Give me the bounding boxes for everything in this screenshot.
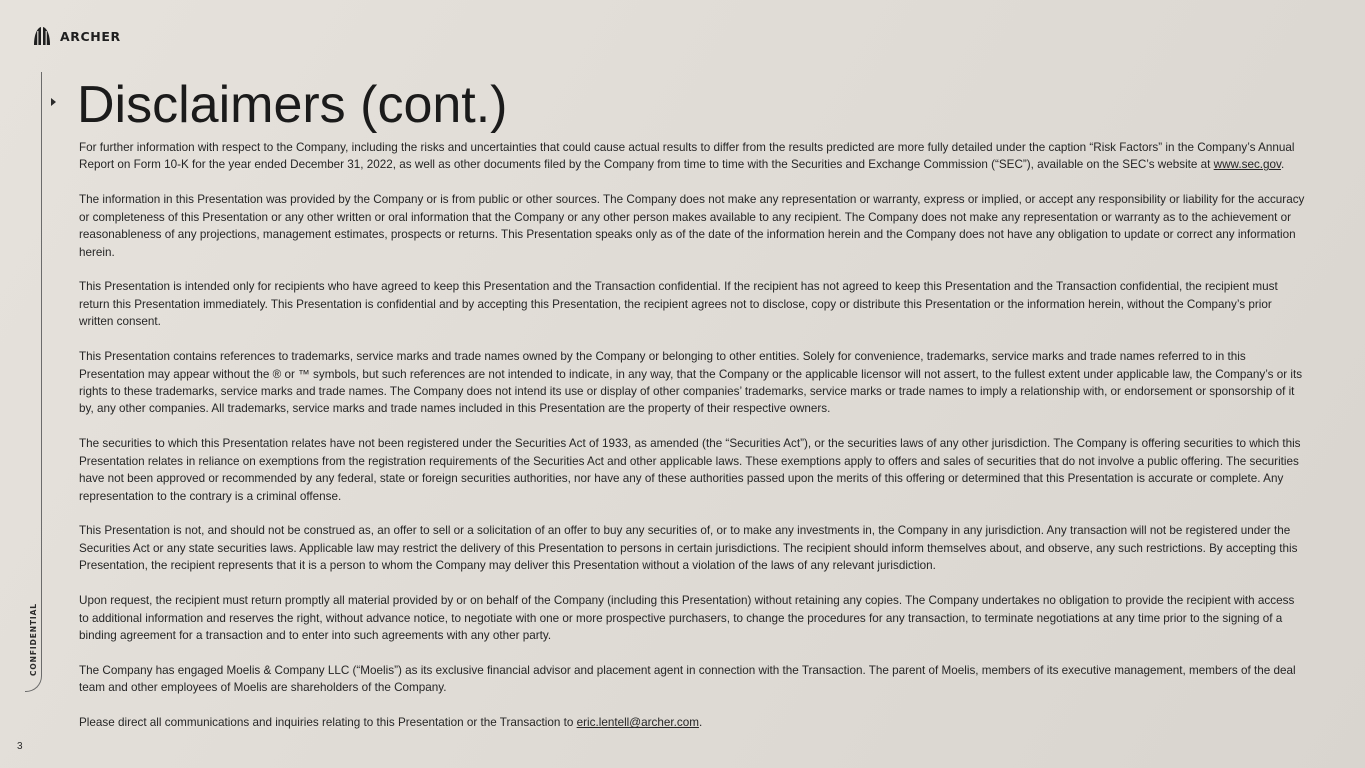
paragraph-text-end: . [698, 716, 703, 730]
disclaimer-paragraph-return-material: Upon request, the recipient must return promptly all material provided by or on behalf of the Company (including this Presentation) without retaining any copies. The Company undertakes no obligation to provide the recipient with access to additional information and reserves the right, without advance notice, to negotiate with one or more prospective purchasers, to change the procedures for any transaction, to terminate negotiations at any time prior to the signing of a binding agreement for a transaction and to enter into such agreements with any other party. [79, 594, 1295, 642]
archer-logo [32, 26, 121, 46]
archer-wing-icon [32, 26, 52, 46]
paragraph-text-end: . [1281, 158, 1285, 172]
contact-email-link[interactable]: eric.lentell@archer.com [576, 716, 699, 730]
sidebar-divider [41, 72, 42, 676]
disclaimer-paragraph-contact [79, 714, 1305, 731]
disclaimer-paragraph-securities: The securities to which this Presentation relates have not been registered under the Securities Act of 1933, as amended (the “Securities Act”), or the securities laws of any other jurisdiction. The Company is offering securities to which this Presentation relates in reliance on exemptions from the registration requirements of the Securities Act and other applicable laws. These exemptions apply to offers and sales of securities that do not involve a public offering. The securities have not been approved or recommended by any federal, state or foreign securities authorities, nor have any of these authorities passed upon the merits of this offering or determined that this Presentation is accurate or complete. Any representation to the contrary is a criminal offense. [79, 437, 1301, 503]
paragraph-text: For further information with respect to the Company, including the risks and uncertainties that could cause actual results to differ from the results predicted are more fully detailed under the caption “Risk Factors” in the Company’s Annual Report on Form 10-K for the year ended December 31, 2022, as well as other documents filed by the Company from time to time with the Securities and Exchange Commission (“SEC”), available on the SEC’s website at [79, 141, 1295, 172]
title-marker-icon [51, 98, 56, 106]
disclaimer-body [79, 139, 1305, 749]
disclaimer-paragraph-moelis: The Company has engaged Moelis & Company LLC (“Moelis”) as its exclusive financial advisor and placement agent in connection with the Transaction. The parent of Moelis, members of its executive management, members of the deal team and other employees of Moelis are shareholders of the Company. [79, 663, 1296, 695]
page-number: 3 [17, 741, 23, 752]
paragraph-text: Please direct all communications and inquiries relating to this Presentation or the Transaction to [79, 716, 577, 730]
disclaimer-paragraph-risk-factors [79, 139, 1305, 174]
disclaimer-paragraph-no-offer: This Presentation is not, and should not be construed as, an offer to sell or a solicitation of an offer to buy any securities of, or to make any investments in, the Company in any jurisdiction. Any transaction will not be registered under the Securities Act or any state securities laws. Applicable law may restrict the delivery of this Presentation to persons in certain jurisdictions. The recipient should inform themselves about, and observe, any such restrictions. By accepting this Presentation, the recipient represents that it is a person to whom the Company may deliver this Presentation without a violation of the laws of any relevant jurisdiction. [79, 524, 1298, 573]
sec-website-link[interactable]: www.sec.gov [1213, 158, 1282, 172]
confidential-label: CONFIDENTIAL [29, 603, 38, 676]
sidebar-divider-curve [25, 676, 42, 692]
disclaimer-paragraph-information-source: The information in this Presentation was provided by the Company or is from public or other sources. The Company does not make any representation or warranty, express or implied, or accept any responsibility or liability for the accuracy or completeness of this Presentation or any other written or oral information that the Company or any other person makes available to any recipient. The Company does not make any representation or warranty as to the achievement or reasonableness of any projections, management estimates, prospects or returns. This Presentation speaks only as of the date of the information herein and the Company does not have any obligation to update or correct any information herein. [79, 193, 1305, 259]
logo-wordmark: ARCHER [60, 28, 121, 44]
page-title: Disclaimers (cont.) [77, 76, 508, 134]
disclaimer-paragraph-trademarks: This Presentation contains references to trademarks, service marks and trade names owned by the Company or belonging to other entities. Solely for convenience, trademarks, service marks and trade names referred to in this Presentation may appear without the ® or ™ symbols, but such references are not intended to indicate, in any way, that the Company or the applicable licensor will not assert, to the fullest extent under applicable law, the Company’s or its rights to these trademarks, service marks and trade names. The Company does not intend its use or display of other companies’ trademarks, service marks or trade names to imply a relationship with, or endorsement or sponsorship of it by, any other companies. All trademarks, service marks and trade names included in this Presentation are the property of their respective owners. [79, 350, 1303, 416]
disclaimer-paragraph-confidentiality: This Presentation is intended only for recipients who have agreed to keep this Presentation and the Transaction confidential. If the recipient has not agreed to keep this Presentation and the Transaction confidential, the recipient must return this Presentation immediately. This Presentation is confidential and by accepting this Presentation, the recipient agrees not to disclose, copy or distribute this Presentation or the information herein, without the Company’s prior written consent. [79, 280, 1278, 329]
